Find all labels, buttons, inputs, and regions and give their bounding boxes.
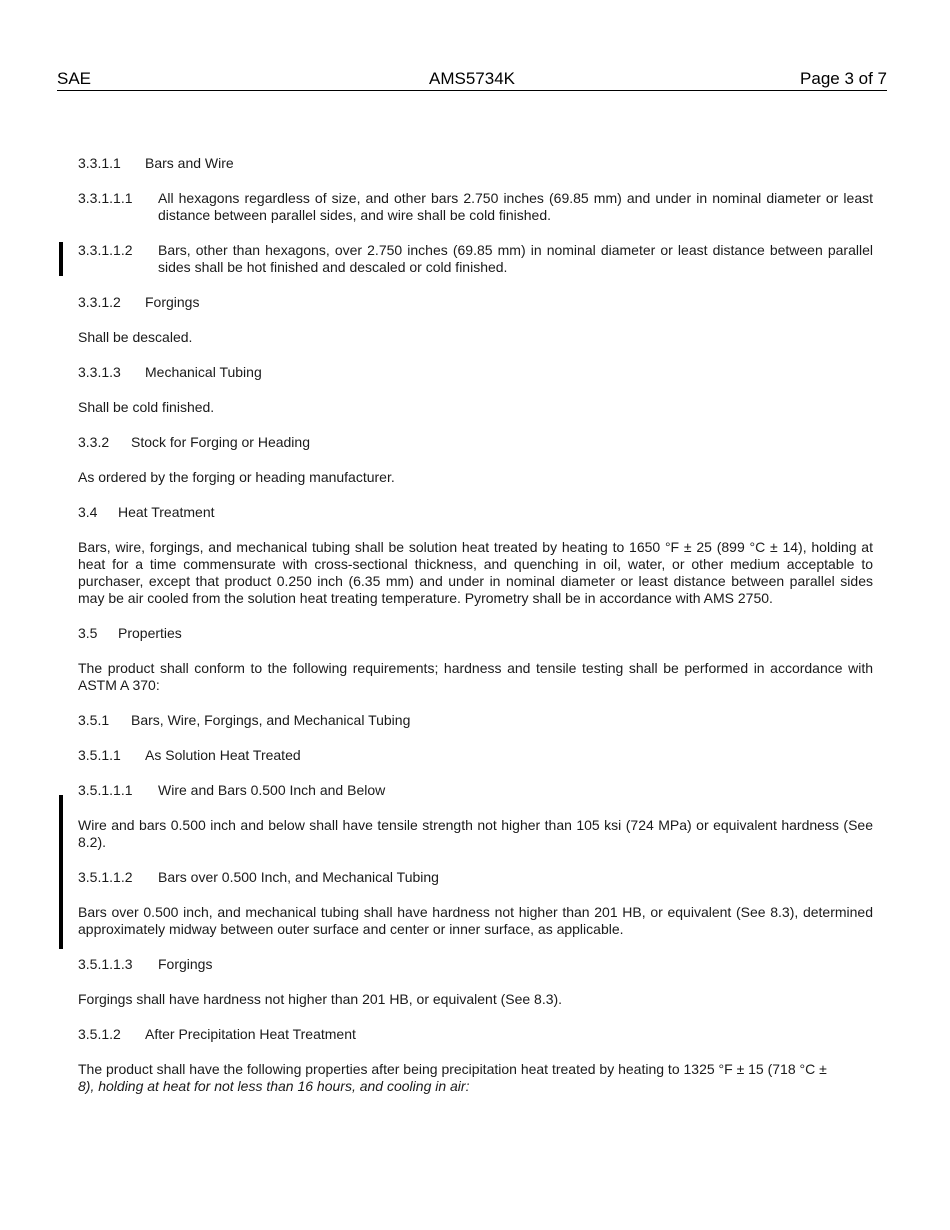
section-number: 3.3.1.1.2 (78, 242, 133, 258)
paragraph-line: 8), holding at heat for not less than 16 hours, and cooling in air: (78, 1078, 470, 1094)
section-heading (78, 747, 873, 764)
section-number: 3.5.1.1.2 (78, 869, 133, 885)
section-number: 3.5.1.1.1 (78, 782, 133, 798)
paragraph: Shall be descaled. (78, 329, 193, 345)
section-number: 3.3.1.1 (78, 155, 121, 171)
section-heading (78, 712, 873, 729)
section-number: 3.3.1.2 (78, 294, 121, 310)
section-heading (78, 294, 873, 311)
subsection-text: Bars, other than hexagons, over 2.750 inches (69.85 mm) in nominal diameter or least distance between parallel sides shall be hot finished and descaled or cold finished. (158, 242, 873, 275)
section-heading (78, 155, 873, 172)
section-heading (78, 504, 873, 521)
section-number: 3.5.1 (78, 712, 110, 728)
section-heading (78, 869, 873, 886)
section-heading (78, 956, 873, 973)
section-number: 3.5.1.1.3 (78, 956, 133, 972)
section-heading (78, 625, 873, 642)
paragraph (78, 1061, 873, 1095)
paragraph: Bars over 0.500 inch, and mechanical tubing shall have hardness not higher than 201 HB, or equivalent (See 8.3), determined approximately midway between outer surface and center or inner surface, as applicable. (78, 904, 873, 937)
section-title: Forgings (145, 294, 200, 310)
change-bar (59, 795, 63, 949)
section-title: Forgings (158, 956, 213, 972)
subsection (78, 242, 873, 276)
header-org: SAE (57, 69, 92, 88)
section-number: 3.5.1.2 (78, 1026, 121, 1042)
section-heading (78, 434, 873, 451)
section-heading (78, 782, 873, 799)
section-title: Stock for Forging or Heading (131, 434, 310, 450)
section-title: As Solution Heat Treated (145, 747, 301, 763)
subsection (78, 190, 873, 224)
document-body (78, 155, 873, 1095)
subsection-text: All hexagons regardless of size, and other bars 2.750 inches (69.85 mm) and under in nominal diameter or least distance between parallel sides, and wire shall be cold finished. (158, 190, 873, 223)
section-title: Bars and Wire (145, 155, 234, 171)
paragraph: As ordered by the forging or heading manufacturer. (78, 469, 395, 485)
section-heading (78, 1026, 873, 1043)
section-title: Heat Treatment (118, 504, 215, 520)
section-number: 3.5.1.1 (78, 747, 121, 763)
section-title: Properties (118, 625, 182, 641)
paragraph-line: The product shall have the following properties after being precipitation heat treated by heating to 1325 °F ± 15 (718 °C ± (78, 1061, 827, 1077)
section-number: 3.4 (78, 504, 98, 520)
page-header (57, 70, 887, 91)
section-title: Bars over 0.500 Inch, and Mechanical Tubing (158, 869, 439, 885)
paragraph: Bars, wire, forgings, and mechanical tubing shall be solution heat treated by heating to 1650 °F ± 25 (899 °C ± 14), holding at heat for a time commensurate with cross-sectional thickness, and quenching in oil, water, or other medium acceptable to purchaser, except that product 0.250 inch (6.35 mm) and under in nominal diameter or least distance between parallel sides may be air cooled from the solution heat treating temperature. Pyrometry shall be in accordance with AMS 2750. (78, 539, 873, 606)
paragraph: Wire and bars 0.500 inch and below shall have tensile strength not higher than 105 ksi (724 MPa) or equivalent hardness (See 8.2). (78, 817, 873, 850)
paragraph: Forgings shall have hardness not higher than 201 HB, or equivalent (See 8.3). (78, 991, 563, 1007)
header-doc-number: AMS5734K (429, 69, 515, 88)
section-number: 3.3.1.1.1 (78, 190, 133, 206)
section-title: Mechanical Tubing (145, 364, 262, 380)
change-bar (59, 242, 63, 276)
section-number: 3.3.2 (78, 434, 110, 450)
section-heading (78, 364, 873, 381)
section-title: Bars, Wire, Forgings, and Mechanical Tubing (131, 712, 411, 728)
section-number: 3.3.1.3 (78, 364, 121, 380)
header-page-number: Page 3 of 7 (800, 69, 887, 88)
section-title: After Precipitation Heat Treatment (145, 1026, 356, 1042)
paragraph: The product shall conform to the following requirements; hardness and tensile testing shall be performed in accordance with ASTM A 370: (78, 660, 873, 693)
paragraph: Shall be cold finished. (78, 399, 215, 415)
section-title: Wire and Bars 0.500 Inch and Below (158, 782, 386, 798)
section-number: 3.5 (78, 625, 98, 641)
